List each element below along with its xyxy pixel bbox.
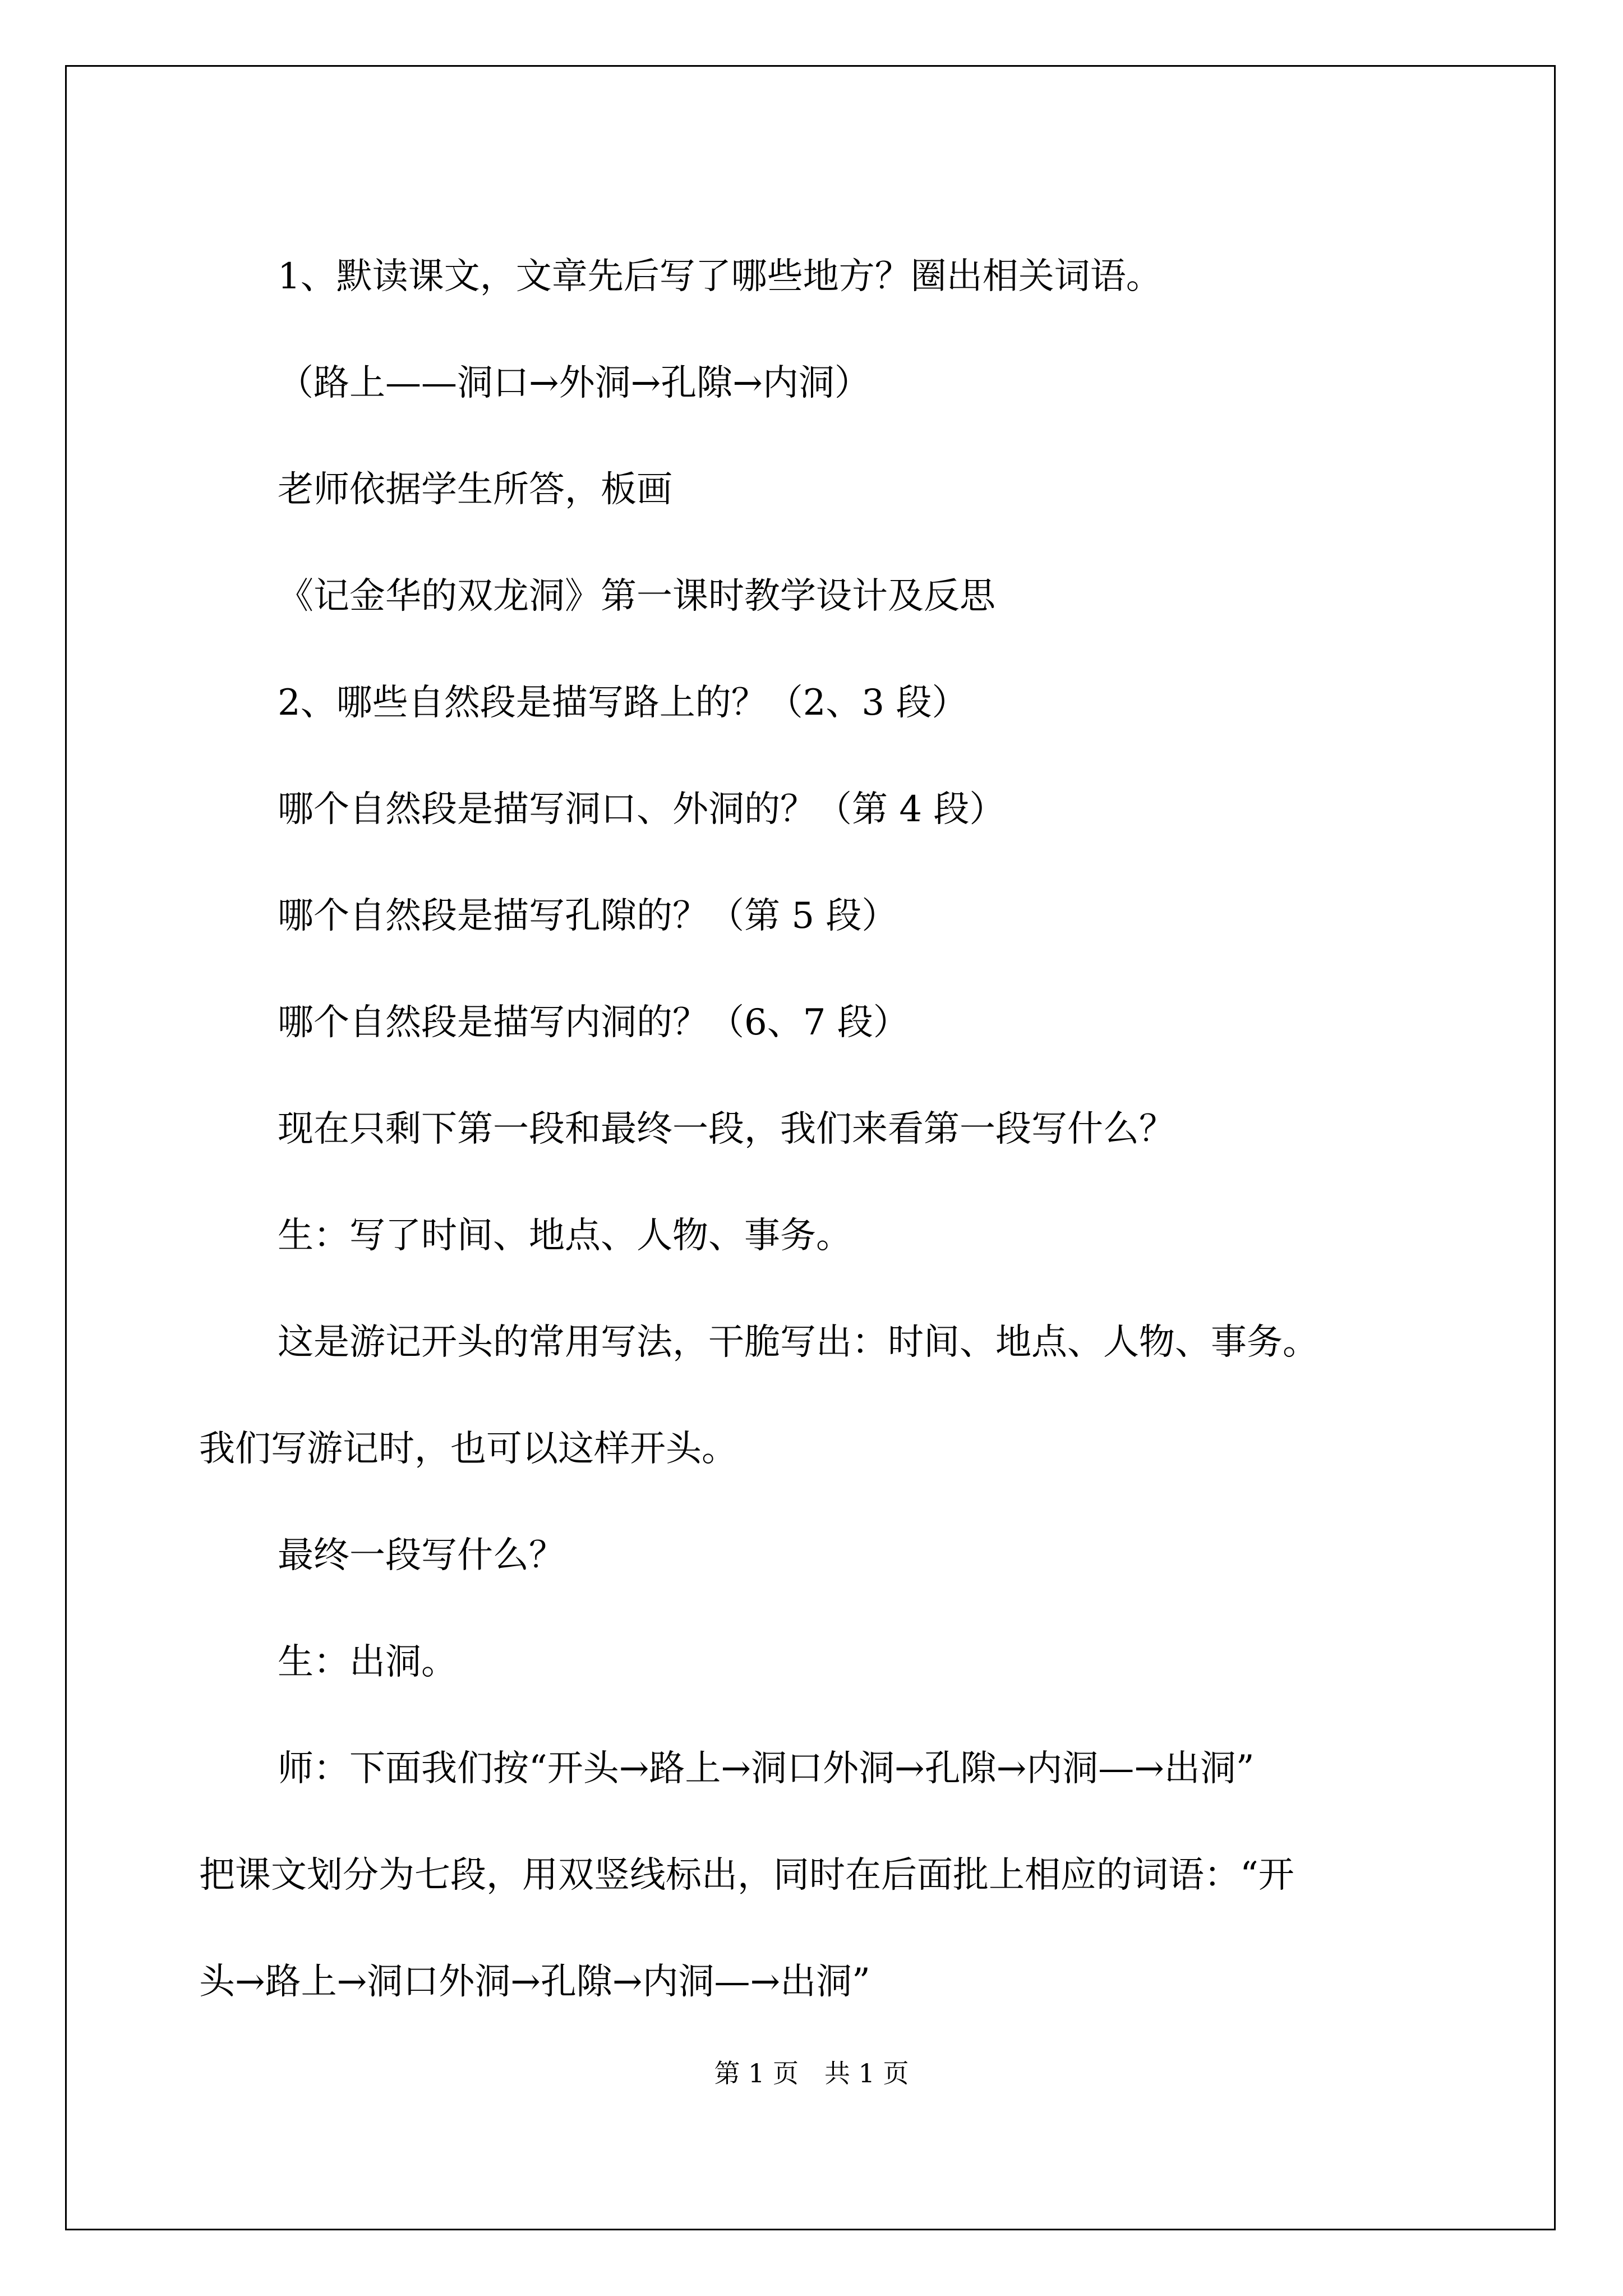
paragraph-4 <box>199 543 1472 650</box>
paragraph-line: 《记金华的双龙洞》第一课时教学设计及反思 <box>278 576 995 617</box>
paragraph-line: 哪个自然段是描写孔隙的？（第 5 段） <box>278 895 898 937</box>
paragraph-line: 现在只剩下第一段和最终一段，我们来看第一段写什么？ <box>278 1108 1175 1150</box>
paragraph-3 <box>199 436 1472 543</box>
paragraph-14 <box>199 1715 1472 2035</box>
paragraph-line: 2、哪些自然段是描写路上的？（2、3 段） <box>278 682 968 724</box>
paragraph-line: 最终一段写什么？ <box>278 1535 565 1576</box>
paragraph-line: 老师依据学生所答，板画 <box>278 469 672 510</box>
paragraph-2 <box>199 330 1472 436</box>
paragraph-line: 生：写了时间、地点、人物、事务。 <box>278 1215 852 1257</box>
paragraph-8 <box>199 969 1472 1076</box>
paragraph-6 <box>199 756 1472 863</box>
paragraph-10 <box>199 1182 1472 1289</box>
paragraph-line: 我们写游记时，也可以这样开头。 <box>199 1428 737 1470</box>
paragraph-line: （路上——洞口→外洞→孔隙→内洞） <box>278 362 870 404</box>
paragraph-1 <box>199 223 1472 330</box>
paragraph-line: 哪个自然段是描写洞口、外洞的？（第 4 段） <box>278 789 1006 830</box>
paragraph-5 <box>199 650 1472 756</box>
paragraph-12 <box>199 1502 1472 1609</box>
paragraph-line: 把课文划分为七段，用双竖线标出，同时在后面批上相应的词语：“开 <box>199 1855 1294 1896</box>
paragraph-13 <box>199 1609 1472 1715</box>
paragraph-line: 这是游记开头的常用写法，干脆写出：时间、地点、人物、事务。 <box>278 1322 1318 1363</box>
paragraph-line: 生：出洞。 <box>278 1641 457 1683</box>
paragraph-11 <box>199 1289 1472 1502</box>
paragraph-line: 头→路上→洞口外洞→孔隙→内洞—→出洞” <box>199 1961 870 2003</box>
paragraph-9 <box>199 1076 1472 1182</box>
paragraph-7 <box>199 863 1472 969</box>
paragraph-line: 师：下面我们按“开头→路上→洞口外洞→孔隙→内洞—→出洞” <box>278 1748 1255 1789</box>
document-body <box>199 223 1472 2035</box>
page-footer: 第 1 页 共 1 页 <box>714 2058 909 2088</box>
paragraph-line: 哪个自然段是描写内洞的？（6、7 段） <box>278 1002 909 1043</box>
paragraph-line: 1、默读课文，文章先后写了哪些地方？圈出相关词语。 <box>278 256 1162 297</box>
